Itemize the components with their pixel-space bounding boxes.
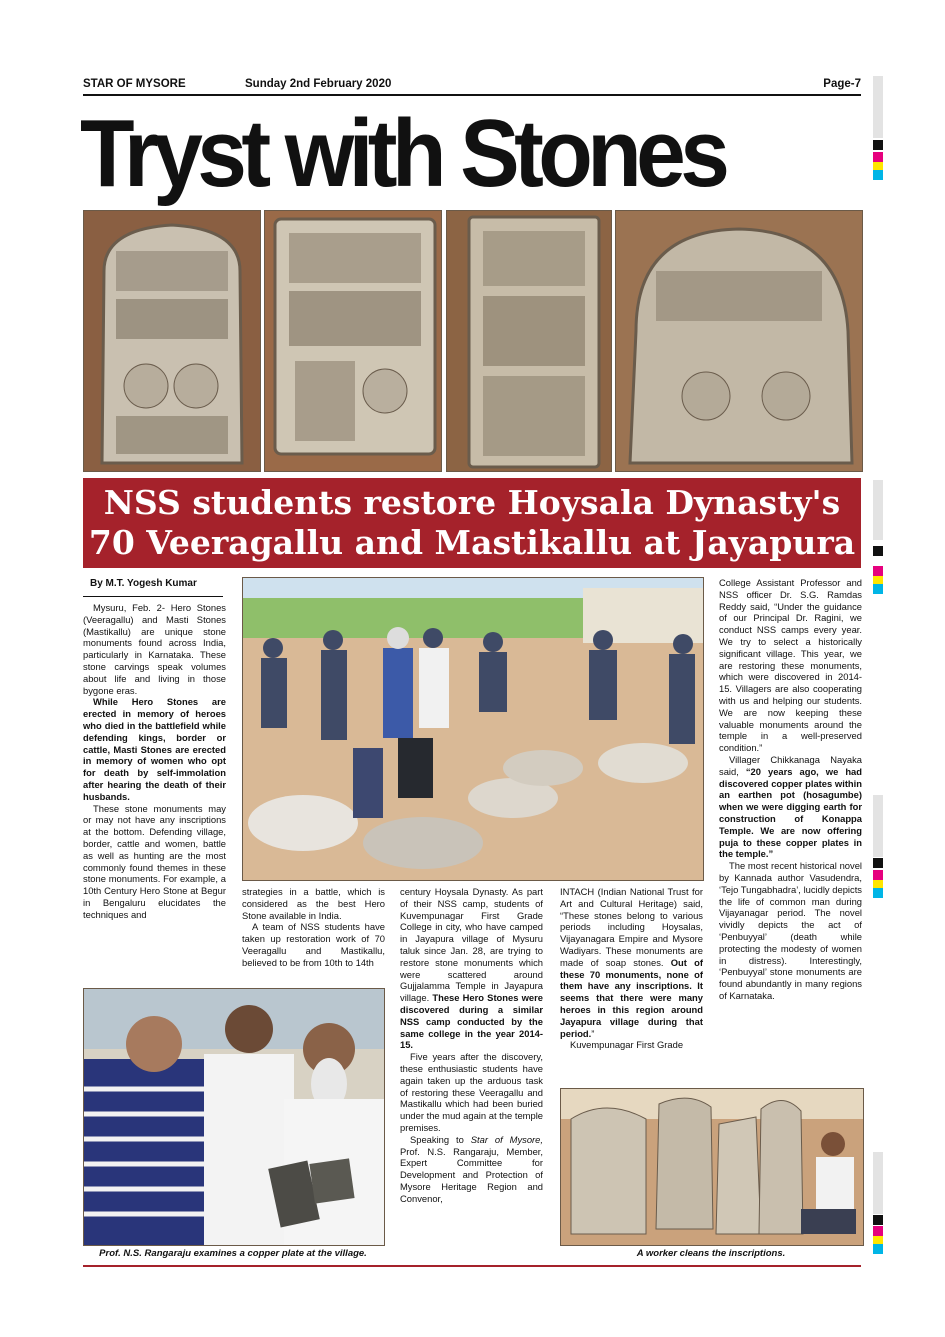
byline: By M.T. Yogesh Kumar <box>90 578 197 589</box>
paragraph: Five years after the discovery, these enthusiastic students have again taken up the arduous task of restoring these Veeragallu and Mastikallu which had been buried under the mud again at the temple premises. <box>400 1051 543 1133</box>
article-column-5 <box>719 577 862 1002</box>
bold-text: These Hero Stones were discovered during a similar NSS camp conducted by the same college in the year 2014-15. <box>400 992 543 1051</box>
issue-date: Sunday 2nd February 2020 <box>245 78 392 90</box>
text: INTACH (Indian National Trust for Art and Cultural Heritage) said, “These stones belong to various periods including Hoysalas, Vijayanagara Empire and Mysore Wadiyars. These monuments are made of soap stones. <box>560 886 703 968</box>
headline-line-2: 70 Veeragallu and Mastikallu at Jayapura <box>88 523 856 562</box>
worker-photo <box>560 1088 864 1246</box>
paragraph: These stone monuments may or may not have any inscriptions at the bottom. Defending village, border, cattle and women, battle as well as hunting are the most commonly found themes in these stone monuments. For example, a 10th Century Hero Stone at Begur in Bengaluru elucidates the techniques and <box>83 802 226 920</box>
paper-name: STAR OF MYSORE <box>83 78 186 90</box>
copper-plate-photo <box>83 988 385 1246</box>
copper-plate-image <box>84 989 384 1245</box>
hero-stone-image <box>616 211 862 471</box>
bold-text: “20 years ago, we had discovered copper plates within an earthen pot (hosagumbe) when we were digging earth for construction of Konappa Temple. We are now offering puja to these copper plates in the temple.” <box>719 765 863 860</box>
article-column-3 <box>400 886 543 1205</box>
headline-line-1: NSS students restore Hoysala Dynasty's <box>103 483 841 522</box>
paragraph <box>400 886 543 1051</box>
footer-rule <box>83 1265 861 1267</box>
paragraph: College Assistant Professor and NSS officer Dr. S.G. Ramdas Reddy said, “Under the guidance of our Principal Dr. Ragini, we conduct NSS camps every year. We try to select a historically significant village. This year, we are restoring these monuments, which were discovered in 2014-15. Villagers are also cooperating with us and helping our students. We are now keeping these valuable monuments around the temple in a well-preserved condition.” <box>719 577 862 754</box>
paragraph: strategies in a battle, which is considered as the best Hero Stone available in India. <box>242 886 385 921</box>
paragraph <box>83 696 226 802</box>
hero-stone-photo-3 <box>446 210 612 472</box>
page-title: Tryst with Stones <box>80 100 725 207</box>
paragraph <box>560 886 703 1039</box>
students-image <box>243 578 703 880</box>
paragraph: Mysuru, Feb. 2- Hero Stones (Veeragallu) and Masti Stones (Mastikallu) are unique stone monuments found across India, particularly in Karnataka. These stone carvings speak volumes about life and living in those bygone eras. <box>83 602 226 696</box>
hero-stone-photo-1 <box>83 210 261 472</box>
students-photo <box>242 577 704 881</box>
hero-stone-image <box>265 211 441 471</box>
bold-text: While Hero Stones are erected in memory of heroes who died in the battlefield while defending kings, border or cattle, Masti Stones are erected in memory of women who opt for death by self-immolation after hearing the death of their husbands. <box>83 696 226 802</box>
header-rule <box>83 94 861 96</box>
article-column-4 <box>560 886 703 1051</box>
paragraph <box>719 754 862 860</box>
caption-left: Prof. N.S. Rangaraju examines a copper plate at the village. <box>99 1248 367 1259</box>
page-header <box>83 78 861 92</box>
paragraph <box>400 1134 543 1205</box>
article-column-1 <box>83 602 226 921</box>
hero-stone-image <box>447 211 611 471</box>
hero-stone-photo-2 <box>264 210 442 472</box>
text: century Hoysala Dynasty. As part of their NSS camp, students of Kuvempunagar First Grade College in city, who have camped in Jayapura village of Mysuru taluk since Jan. 28, are trying to restore stone monuments which were scattered around Gujjalamma Temple in Jayapura village. <box>400 886 543 1004</box>
paragraph: Kuvempunagar First Grade <box>570 1039 684 1051</box>
italic-text: Star of Mysore, <box>470 1133 543 1145</box>
paragraph: The most recent historical novel by Kannada author Vasudendra, ‘Tejo Tungabhadra’, lucidly depicts the life of common man during Vijayanagar period. The novel vividly depicts the act of ‘Penbuyyal’ (death while protecting the modesty of women in distress). Interestingly, ‘Penbuyyal’ stone monuments are found abundantly in many regions of Karnataka. <box>719 860 862 1001</box>
byline-rule <box>83 596 223 597</box>
bold-text: Out of these 70 monuments, none of them have any inscriptions. It seems that there were many heroes in this region around Jayapura village during that period. <box>560 956 703 1039</box>
article-column-2 <box>242 886 385 969</box>
page-number: Page-7 <box>823 78 861 90</box>
worker-image <box>561 1089 863 1245</box>
hero-stone-image <box>84 211 260 471</box>
text: Prof. N.S. Rangaraju, Member, Expert Committee for Development and Protection of Mysore Heritage Region and Convenor, <box>400 1145 543 1204</box>
text: Speaking to <box>410 1133 464 1145</box>
paragraph: A team of NSS students have taken up restoration work of 70 Veeragallu and Mastikallu, believed to be from 10th to 14th <box>242 921 385 968</box>
hero-stone-photo-4 <box>615 210 863 472</box>
caption-right: A worker cleans the inscriptions. <box>636 1248 786 1259</box>
headline-banner <box>83 478 861 568</box>
text: ” <box>591 1027 595 1039</box>
text: Villager Chikkanaga Nayaka said, <box>719 753 862 777</box>
